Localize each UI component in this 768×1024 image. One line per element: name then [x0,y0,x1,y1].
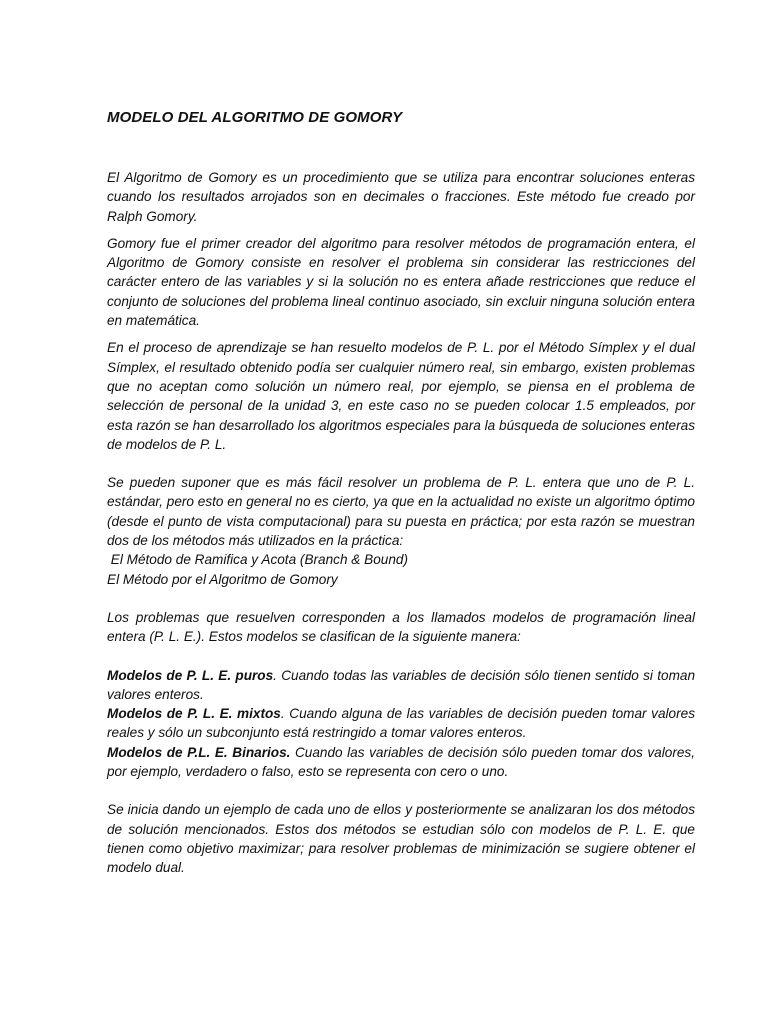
model-type-puros [107,668,695,702]
model-type-mixtos-term: Modelos de P. L. E. mixtos [107,706,281,722]
model-type-puros-text: . Cuando todas las variables de decisión sólo tienen sentido si toman valores enteros. [107,667,696,702]
paragraph-methods-intro [107,473,695,589]
methods-intro-text: Se pueden suponer que es más fácil resolver un problema de P. L. entera que uno de P. L. estándar, pero esto en general no es cierto, ya que en la actualidad no existe un algoritmo óptimo (desde el punto de vista computacional) para su puesta en práctica; por esta razón se muestran dos de los métodos más utilizados en la práctica: [107,475,695,549]
model-type-binarios [107,745,695,779]
paragraph-conclusion: Se inicia dando un ejemplo de cada uno de ellos y posteriormente se analizaran los dos métodos de solución mencionados. Estos dos métodos se estudian sólo con modelos de P. L. E. que tienen como objetivo maximizar; para resolver problemas de minimización se sugiere obtener el modelo dual. [107,802,695,876]
document-page [107,108,695,878]
model-type-mixtos-text: . Cuando alguna de las variables de decisión pueden tomar valores reales y sólo un subconjunto está restringido a tomar valores enteros. [107,706,695,741]
model-type-puros-term: Modelos de P. L. E. puros [107,667,274,683]
method-gomory: El Método por el Algoritmo de Gomory [107,571,338,587]
model-type-mixtos [107,706,695,740]
paragraph-intro: El Algoritmo de Gomory es un procedimiento que se utiliza para encontrar soluciones enteras cuando los resultados arrojados son en decimales o fracciones. Este método fue creado por Ralph Gomory. [107,170,695,224]
document-title: MODELO DEL ALGORITMO DE GOMORY [107,109,403,126]
paragraph-gomory-description: Gomory fue el primer creador del algoritmo para resolver métodos de programación entera, el Algoritmo de Gomory consiste en resolver el problema sin considerar las restricciones del carácter entero de las variables y si la solución no es entera añade restricciones que reduce el conjunto de soluciones del problema lineal continuo asociado, sin excluir ninguna solución entera en matemática. [107,235,695,329]
paragraph-learning-process: En el proceso de aprendizaje se han resuelto modelos de P. L. por el Método Símplex y el dual Símplex, el resultado obtenido podía ser cualquier número real, sin embargo, existen problemas que no aceptan como solución un número real, por ejemplo, se piensa en el problema de selección de personal de la unidad 3, en este caso no se pueden colocar 1.5 empleados, por esta razón se han desarrollado los algoritmos especiales para la búsqueda de soluciones enteras de modelos de P. L. [107,340,695,452]
paragraph-problem-types: Los problemas que resuelven corresponden a los llamados modelos de programación lineal entera (P. L. E.). Estos modelos se clasifican de la siguiente manera: [107,609,695,645]
model-type-binarios-term: Modelos de P.L. E. Binarios. [107,744,291,760]
model-type-binarios-text: Cuando las variables de decisión sólo pueden tomar dos valores, por ejemplo, verdadero o falso, esto se representa con cero o uno. [107,744,695,780]
method-branch-bound: El Método de Ramifica y Acota (Branch & Bound) [107,552,408,568]
paragraph-model-types [107,666,695,782]
